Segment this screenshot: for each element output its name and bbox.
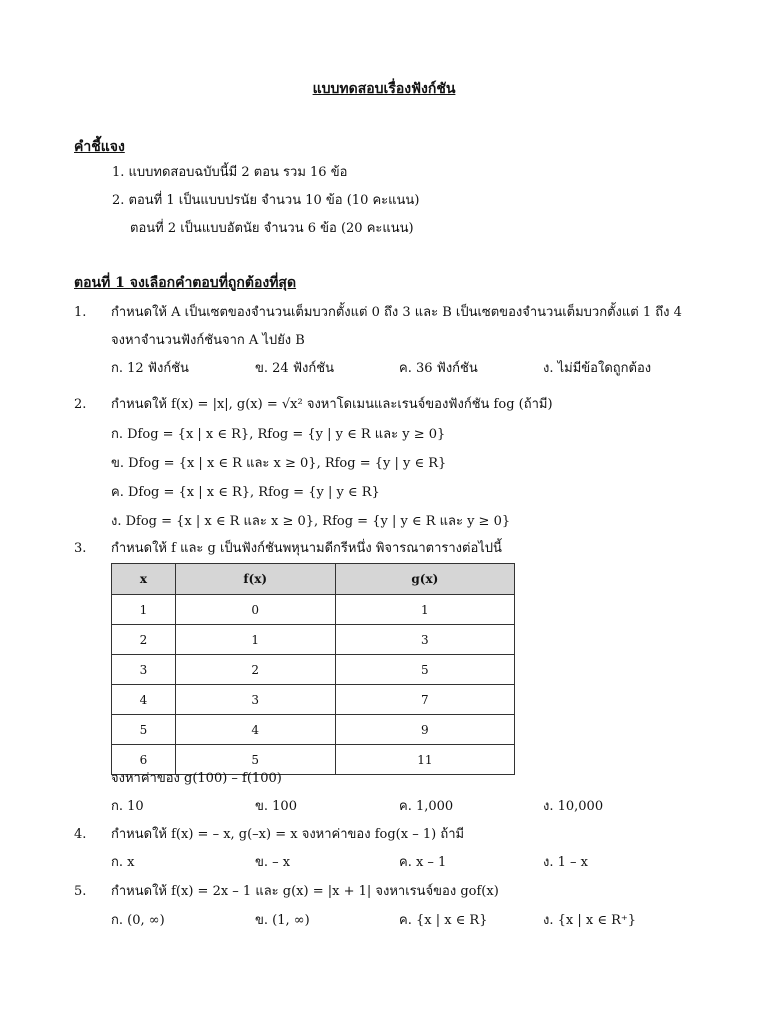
- option-a: ก. 12 ฟังก์ชัน: [111, 361, 189, 376]
- question-1-line-2: จงหาจำนวนฟังก์ชันจาก A ไปยัง B: [111, 333, 305, 348]
- question-2-option-a: ก. Dfog = {x | x ∈ R}, Rfog = {y | y ∈ R และ y ≥ 0}: [111, 427, 446, 442]
- part1-heading: ตอนที่ 1 จงเลือกคำตอบที่ถูกต้องที่สุด: [74, 275, 297, 291]
- question-number: 3.: [74, 541, 87, 556]
- option-c: ค. 36 ฟังก์ชัน: [399, 361, 478, 376]
- instructions-heading: คำชี้แจง: [74, 139, 125, 155]
- table-cell: 9: [335, 715, 514, 745]
- question-2-option-d: ง. Dfog = {x | x ∈ R และ x ≥ 0}, Rfog = {y | y ∈ R และ y ≥ 0}: [111, 514, 511, 529]
- table-row: [112, 715, 515, 745]
- question-3-prompt: จงหาค่าของ g(100) – f(100): [111, 771, 282, 786]
- option-d: ง. {x | x ∈ R⁺}: [543, 913, 636, 928]
- option-b: ข. 24 ฟังก์ชัน: [255, 361, 334, 376]
- question-2-line-1: กำหนดให้ f(x) = |x|, g(x) = √x² จงหาโดเมนและเรนจ์ของฟังก์ชัน fog (ถ้ามี): [111, 397, 553, 412]
- table-header: f(x): [175, 564, 335, 595]
- table-cell: 4: [112, 685, 176, 715]
- table-header-row: [112, 564, 515, 595]
- table-cell: 4: [175, 715, 335, 745]
- option-c: ค. x – 1: [399, 855, 447, 870]
- table-cell: 3: [175, 685, 335, 715]
- option-d: ง. ไม่มีข้อใดถูกต้อง: [543, 361, 652, 376]
- question-3-options: [111, 798, 703, 816]
- question-4-line-1: กำหนดให้ f(x) = – x, g(–x) = x จงหาค่าของ fog(x – 1) ถ้ามี: [111, 827, 465, 842]
- table-cell: 2: [112, 625, 176, 655]
- option-a: ก. 10: [111, 799, 144, 814]
- table-cell: 0: [175, 595, 335, 625]
- instruction-item-3: ตอนที่ 2 เป็นแบบอัตนัย จำนวน 6 ข้อ (20 คะแนน): [130, 221, 414, 236]
- option-c: ค. {x | x ∈ R}: [399, 913, 488, 928]
- function-table: [111, 563, 515, 775]
- option-c: ค. 1,000: [399, 799, 454, 814]
- question-5-options: [111, 912, 703, 930]
- table-cell: 6: [112, 745, 176, 775]
- table-cell: 5: [335, 655, 514, 685]
- option-d: ง. 10,000: [543, 799, 604, 814]
- table-cell: 1: [335, 595, 514, 625]
- table-row: [112, 655, 515, 685]
- question-1-options: [111, 360, 703, 378]
- question-3-line-1: กำหนดให้ f และ g เป็นฟังก์ชันพหุนามดีกรีหนึ่ง พิจารณาตารางต่อไปนี้: [111, 541, 502, 556]
- question-number: 5.: [74, 884, 87, 899]
- option-a: ก. x: [111, 855, 135, 870]
- option-b: ข. (1, ∞): [255, 913, 310, 928]
- option-b: ข. 100: [255, 799, 297, 814]
- table-header: g(x): [335, 564, 514, 595]
- question-2-option-b: ข. Dfog = {x | x ∈ R และ x ≥ 0}, Rfog = {y | y ∈ R}: [111, 456, 447, 471]
- table-cell: 1: [175, 625, 335, 655]
- table-cell: 5: [112, 715, 176, 745]
- question-2-option-c: ค. Dfog = {x | x ∈ R}, Rfog = {y | y ∈ R}: [111, 485, 380, 500]
- option-b: ข. – x: [255, 855, 291, 870]
- question-1-line-1: กำหนดให้ A เป็นเซตของจำนวนเต็มบวกตั้งแต่ 0 ถึง 3 และ B เป็นเซตของจำนวนเต็มบวกตั้งแต่ 1 ถึง 4: [111, 305, 682, 320]
- table-cell: 5: [175, 745, 335, 775]
- question-4-options: [111, 854, 703, 872]
- question-number: 4.: [74, 827, 87, 842]
- page-title: แบบทดสอบเรื่องฟังก์ชัน: [312, 81, 456, 97]
- option-d: ง. 1 – x: [543, 855, 588, 870]
- table-row: [112, 625, 515, 655]
- table-cell: 11: [335, 745, 514, 775]
- table-cell: 1: [112, 595, 176, 625]
- table-row: [112, 595, 515, 625]
- question-number: 2.: [74, 397, 87, 412]
- table-cell: 3: [112, 655, 176, 685]
- question-5-line-1: กำหนดให้ f(x) = 2x – 1 และ g(x) = |x + 1| จงหาเรนจ์ของ gof(x): [111, 884, 499, 899]
- table-cell: 7: [335, 685, 514, 715]
- instruction-item-1: 1. แบบทดสอบฉบับนี้มี 2 ตอน รวม 16 ข้อ: [112, 165, 348, 180]
- question-number: 1.: [74, 305, 87, 320]
- table-row: [112, 685, 515, 715]
- table-cell: 2: [175, 655, 335, 685]
- instruction-item-2: 2. ตอนที่ 1 เป็นแบบปรนัย จำนวน 10 ข้อ (10 คะแนน): [112, 193, 420, 208]
- option-a: ก. (0, ∞): [111, 913, 165, 928]
- table-cell: 3: [335, 625, 514, 655]
- table-header: x: [112, 564, 176, 595]
